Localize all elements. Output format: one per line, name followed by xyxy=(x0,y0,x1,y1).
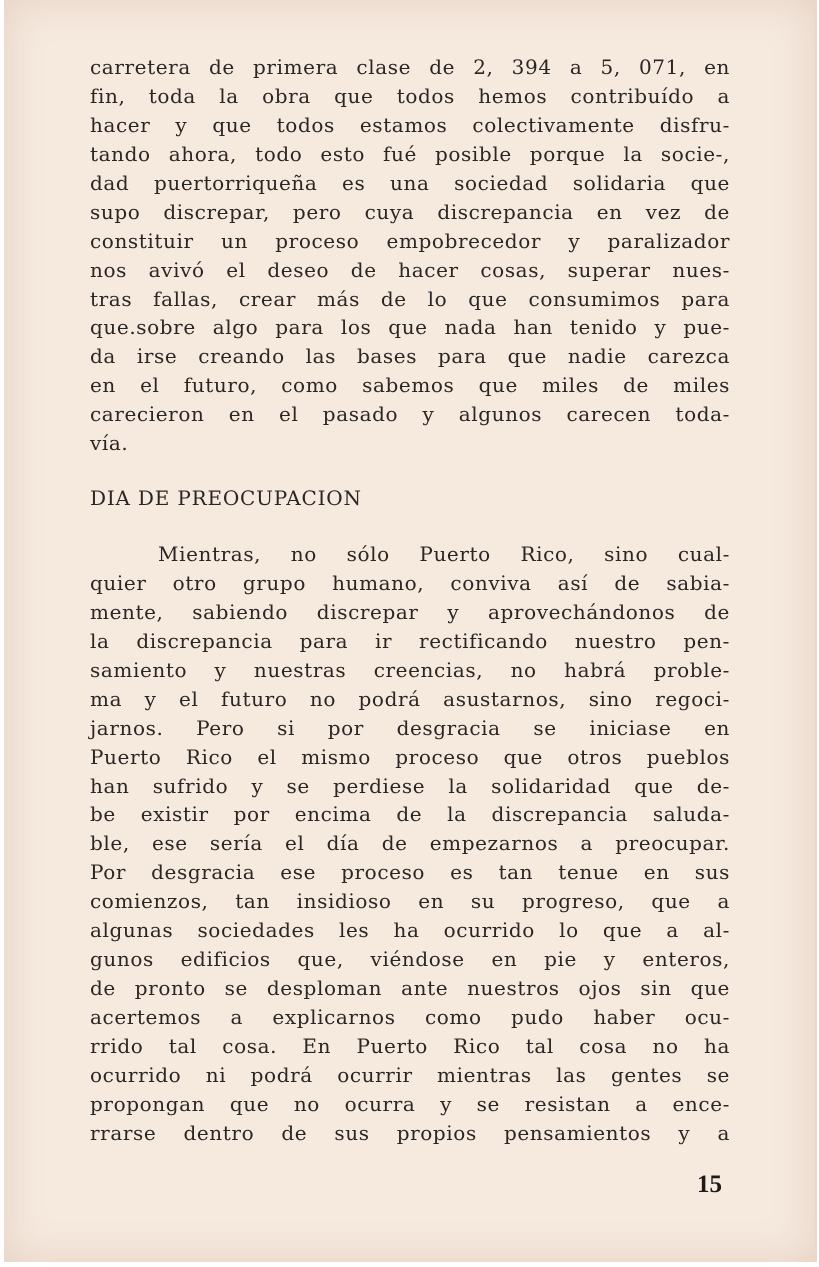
text-line: vía. xyxy=(90,431,129,456)
page-number: 15 xyxy=(697,1171,722,1198)
text-line: quier otro grupo humano, conviva así de sabia- xyxy=(90,570,730,595)
text-line: rrido tal cosa. En Puerto Rico tal cosa no ha xyxy=(90,1033,730,1058)
paragraph-continued xyxy=(90,53,730,458)
text-line: carecieron en el pasado y algunos carecen toda- xyxy=(90,402,730,427)
text-line: mente, sabiendo discrepar y aprovechándonos de xyxy=(90,599,730,624)
text-line: rrarse dentro de sus propios pensamientos y a xyxy=(90,1120,730,1145)
text-line: comienzos, tan insidioso en su progreso, que a xyxy=(90,889,730,914)
paragraph-main xyxy=(90,540,730,1148)
text-line: nos avivó el deseo de hacer cosas, superar nues- xyxy=(90,257,730,282)
text-line: acertemos a explicarnos como pudo haber ocu- xyxy=(90,1005,730,1029)
text-line: Mientras, no sólo Puerto Rico, sino cual- xyxy=(158,542,730,566)
text-line: algunas sociedades les ha ocurrido lo que a al- xyxy=(90,918,730,943)
text-line: tando ahora, todo esto fué posible porque la socie-, xyxy=(90,141,730,166)
text-line: ble, ese sería el día de empezarnos a preocupar. xyxy=(90,831,730,856)
text-line: da irse creando las bases para que nadie carezca xyxy=(90,344,730,369)
text-line: supo discrepar, pero cuya discrepancia en vez de xyxy=(90,199,730,224)
text-line: de pronto se desploman ante nuestros ojos sin que xyxy=(90,976,730,1001)
text-line: ma y el futuro no podrá asustarnos, sino regoci- xyxy=(90,686,730,711)
text-line: fin, toda la obra que todos hemos contribuído a xyxy=(90,83,730,108)
text-line: Por desgracia ese proceso es tan tenue en sus xyxy=(90,860,730,885)
text-line: gunos edificios que, viéndose en pie y enteros, xyxy=(90,947,730,972)
text-line: ocurrido ni podrá ocurrir mientras las gentes se xyxy=(90,1062,730,1087)
book-page xyxy=(4,0,817,1262)
text-line: Puerto Rico el mismo proceso que otros pueblos xyxy=(90,744,730,769)
text-line: hacer y que todos estamos colectivamente disfru- xyxy=(90,112,730,137)
text-line: que.sobre algo para los que nada han tenido y pue- xyxy=(90,315,730,340)
text-line: en el futuro, como sabemos que miles de miles xyxy=(90,373,730,398)
text-line: constituir un proceso empobrecedor y paralizador xyxy=(90,228,730,253)
section-heading: DIA DE PREOCUPACION xyxy=(90,486,362,510)
text-line: carretera de primera clase de 2, 394 a 5, 071, en xyxy=(90,55,730,79)
text-line: dad puertorriqueña es una sociedad solidaria que xyxy=(90,170,730,195)
text-line: be existir por encima de la discrepancia saluda- xyxy=(90,802,730,827)
text-line: propongan que no ocurra y se resistan a ence- xyxy=(90,1091,730,1116)
text-line: la discrepancia para ir rectificando nuestro pen- xyxy=(90,628,730,653)
text-line: tras fallas, crear más de lo que consumimos para xyxy=(90,286,730,311)
text-line: samiento y nuestras creencias, no habrá proble- xyxy=(90,657,730,682)
text-line: jarnos. Pero si por desgracia se iniciase en xyxy=(90,715,730,740)
text-line: han sufrido y se perdiese la solidaridad que de- xyxy=(90,773,730,798)
